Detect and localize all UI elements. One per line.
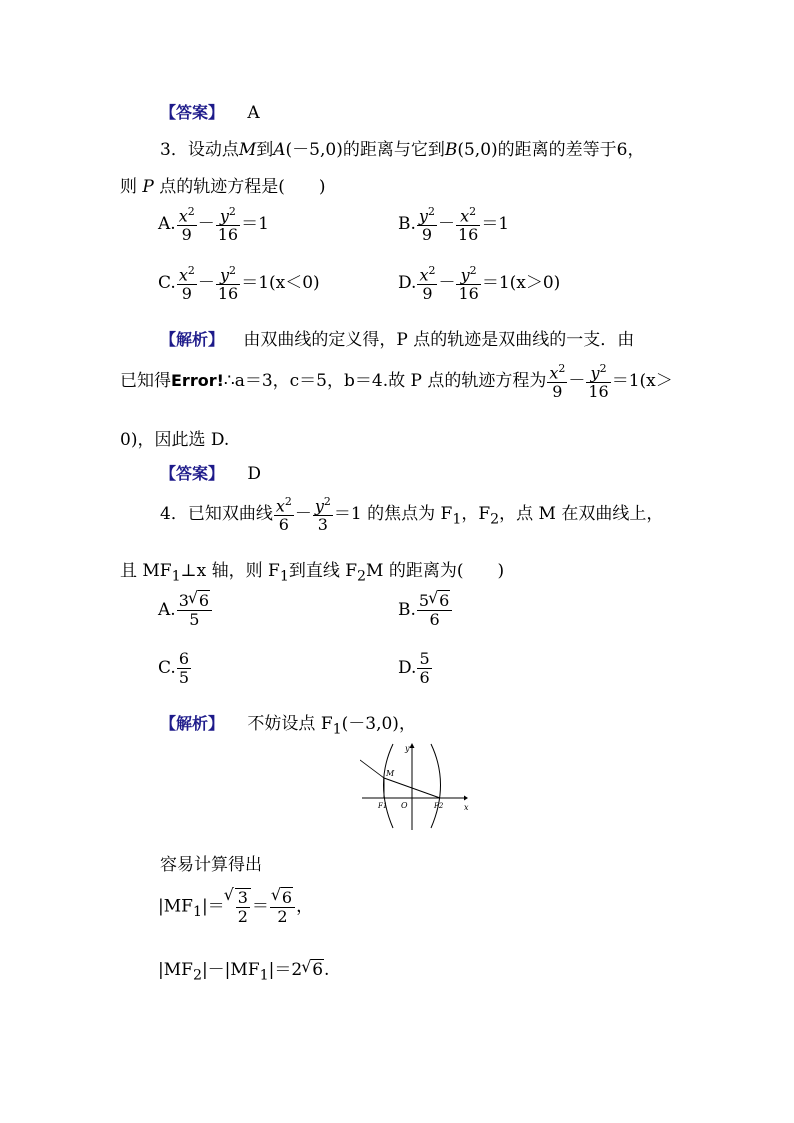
- den: 3: [317, 515, 328, 535]
- sub: 1: [332, 721, 342, 738]
- option-prefix: A.: [158, 600, 176, 620]
- den: 16: [217, 284, 239, 304]
- suffix: ＝1: [241, 214, 269, 235]
- radical: [302, 960, 324, 980]
- calc-intro: 容易计算得出: [160, 855, 262, 875]
- var: x: [275, 496, 285, 516]
- q3-stem-line1: [160, 135, 644, 160]
- var: x: [178, 206, 188, 226]
- text: 到直线 F: [288, 561, 358, 581]
- var: y: [220, 265, 230, 285]
- den: 6: [419, 668, 430, 687]
- exp: 2: [427, 205, 435, 218]
- option-prefix: C.: [158, 658, 176, 678]
- text: |＝: [201, 896, 225, 917]
- suffix: ＝1(x＜0): [241, 273, 320, 294]
- fraction: [417, 264, 437, 303]
- q3-analysis-line3: 0)，因此选 D.: [120, 430, 230, 450]
- var: y: [460, 265, 470, 285]
- text: |＝2: [268, 960, 303, 980]
- q2-answer-line: [160, 100, 260, 123]
- var: x: [549, 363, 559, 383]
- fraction: [456, 205, 480, 244]
- text: |MF: [158, 960, 193, 980]
- text: |－|MF: [201, 960, 260, 980]
- exp: 2: [428, 264, 436, 277]
- radicand: 6: [198, 591, 210, 610]
- fraction: [274, 495, 294, 534]
- text: M: [238, 140, 257, 160]
- text: .: [324, 960, 330, 980]
- fraction: [417, 592, 452, 629]
- den: 9: [181, 284, 192, 304]
- exp: 2: [284, 495, 292, 508]
- var: y: [219, 206, 229, 226]
- suffix: ＝1: [481, 214, 510, 235]
- den: 6: [429, 610, 440, 629]
- exp: 2: [229, 264, 237, 277]
- text: ∴a＝3，c＝5，b＝4.故 P 点的轨迹方程为: [223, 371, 547, 392]
- option-prefix: D.: [398, 273, 417, 294]
- q3-stem-line2: [120, 172, 326, 197]
- sub: 1: [171, 568, 181, 585]
- radicand: 6: [312, 960, 324, 980]
- q3-analysis-line1: [160, 325, 634, 350]
- answer-label: 【答案】: [160, 464, 225, 483]
- text: (－5,0)的距离与它到: [285, 140, 445, 160]
- text: P: [142, 177, 154, 197]
- sub: 2: [490, 511, 500, 528]
- radicand: 6: [439, 591, 450, 610]
- text: ⊥x 轴，则 F: [180, 561, 280, 581]
- q3-analysis-line2: [120, 362, 673, 401]
- minus: －: [294, 504, 312, 525]
- exp: 2: [469, 264, 477, 277]
- radical: [189, 593, 210, 609]
- q4-option-c: [158, 650, 192, 687]
- minus: －: [568, 371, 586, 392]
- asymptote: [360, 760, 384, 778]
- fraction: [216, 264, 240, 303]
- exp: 2: [187, 205, 195, 218]
- fraction: [177, 205, 197, 244]
- q4-option-b: [398, 592, 453, 629]
- q3-option-d: [398, 264, 560, 303]
- right-branch: [431, 744, 441, 828]
- den: 9: [422, 284, 433, 304]
- text: ＝1(x＞: [611, 371, 673, 392]
- num: 5: [419, 649, 430, 668]
- text: 由双曲线的定义得，P 点的轨迹是双曲线的一支．由: [243, 330, 635, 350]
- sub: 2: [192, 967, 202, 984]
- analysis-label: 【解析】: [160, 330, 225, 349]
- q3-option-b: [398, 205, 509, 244]
- q3-option-a: [158, 205, 269, 244]
- fraction: [313, 495, 333, 534]
- fraction: [417, 650, 431, 687]
- text: ，点 M 在双曲线上，: [499, 504, 664, 525]
- fraction: [586, 362, 610, 401]
- point-f2-label: F2: [434, 802, 444, 810]
- analysis-label: 【解析】: [160, 714, 225, 733]
- text: 已知得: [120, 371, 171, 392]
- text: 则: [120, 177, 137, 197]
- option-prefix: B.: [398, 214, 416, 235]
- den: 9: [181, 225, 192, 245]
- q3-answer-line: [160, 461, 261, 484]
- text: 且 MF: [120, 561, 172, 581]
- text: |MF: [158, 896, 193, 917]
- exp: 2: [323, 495, 331, 508]
- error-text: Error!: [171, 371, 224, 391]
- x-axis-arrow: [464, 796, 468, 801]
- den: 9: [552, 382, 563, 402]
- exp: 2: [599, 362, 607, 375]
- radical: [225, 888, 252, 926]
- fraction: [177, 264, 197, 303]
- q4-stem-line2: [120, 556, 504, 584]
- den: 2: [237, 907, 248, 926]
- text: 点的轨迹方程是( ): [159, 177, 326, 197]
- eq: ＝: [251, 896, 269, 917]
- coef: 3: [178, 591, 189, 610]
- fraction: [235, 888, 251, 926]
- fraction: [177, 650, 191, 687]
- minus: －: [437, 214, 455, 235]
- var: y: [590, 363, 600, 383]
- q4-option-a: [158, 592, 213, 629]
- text: (5,0)的距离的差等于6，: [457, 140, 645, 160]
- exp: 2: [558, 362, 566, 375]
- sub: 1: [192, 903, 202, 920]
- num: 6: [178, 649, 189, 668]
- text: M 的距离为( ): [366, 561, 505, 581]
- option-prefix: A.: [158, 214, 176, 235]
- den: 16: [588, 382, 609, 402]
- sub: 1: [259, 967, 269, 984]
- text: A: [273, 140, 286, 160]
- den: 16: [458, 284, 479, 304]
- option-prefix: B.: [398, 600, 416, 620]
- den: 2: [277, 906, 288, 926]
- fraction: [216, 205, 240, 244]
- var: y: [314, 496, 324, 516]
- calc-line-2: [158, 955, 329, 983]
- calc-line-1: [158, 888, 313, 926]
- exp: 2: [469, 205, 477, 218]
- den: 16: [457, 225, 479, 245]
- num: √ 3: [237, 888, 248, 907]
- var: x: [460, 206, 470, 226]
- q4-stem-line1: [160, 495, 663, 534]
- option-prefix: C.: [158, 273, 176, 294]
- den: 9: [421, 225, 433, 245]
- radical: [272, 887, 293, 907]
- radical: [429, 593, 450, 609]
- sub: 1: [279, 568, 289, 585]
- minus: －: [438, 273, 456, 294]
- y-label: y: [405, 744, 410, 753]
- minus: －: [197, 273, 215, 294]
- q3-option-c: [158, 264, 320, 303]
- text: ，F: [461, 504, 491, 525]
- text: 到: [256, 140, 274, 160]
- y-axis-arrow: [410, 743, 415, 748]
- option-prefix: D.: [398, 658, 417, 678]
- q4-analysis-line: [160, 709, 416, 737]
- den: 5: [178, 668, 189, 687]
- exp: 2: [228, 205, 236, 218]
- text: 4．已知双曲线: [160, 504, 273, 525]
- fraction: [417, 205, 437, 244]
- fraction: [177, 592, 212, 629]
- den: 6: [278, 515, 289, 535]
- point-f1-label: F1: [378, 802, 388, 810]
- text: 3．设动点: [160, 140, 239, 160]
- sub: 1: [452, 511, 462, 528]
- exp: 2: [187, 264, 195, 277]
- point-m-label: M: [386, 769, 395, 778]
- fraction: [270, 889, 295, 926]
- answer-value: A: [247, 103, 260, 123]
- fraction: [456, 264, 480, 303]
- left-branch: [384, 744, 394, 828]
- x-label: x: [464, 803, 469, 812]
- text: 不妨设点 F: [247, 714, 333, 734]
- suffix: ＝1(x＞0): [481, 273, 561, 294]
- minus: －: [197, 214, 215, 235]
- var: y: [418, 206, 428, 226]
- answer-label: 【答案】: [160, 103, 225, 122]
- var: x: [178, 265, 188, 285]
- text: B: [444, 140, 458, 160]
- radicand: 6: [281, 887, 293, 907]
- var: x: [419, 265, 429, 285]
- den: 16: [217, 225, 239, 245]
- text: (－3,0)，: [341, 714, 416, 734]
- fraction: [547, 362, 567, 401]
- hyperbola-figure: [360, 740, 470, 830]
- q4-option-d: [398, 650, 433, 687]
- answer-value: D: [247, 464, 262, 484]
- den: 5: [189, 610, 200, 629]
- comma: ，: [296, 896, 314, 917]
- coef: 5: [418, 591, 430, 610]
- sub: 2: [357, 568, 367, 585]
- text: ＝1 的焦点为 F: [333, 504, 453, 525]
- origin-label: O: [401, 801, 408, 810]
